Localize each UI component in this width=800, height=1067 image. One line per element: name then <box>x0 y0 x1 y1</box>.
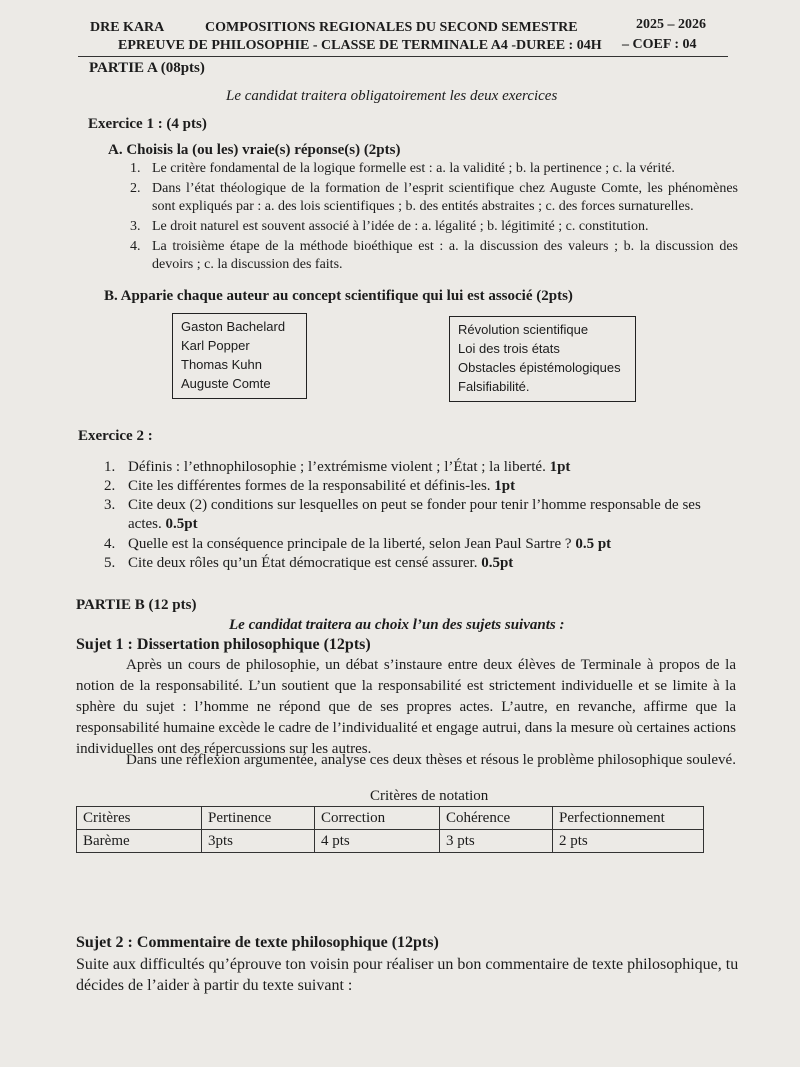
table-cell: 3 pts <box>440 830 553 853</box>
exercise-1-section-b: B. Apparie chaque auteur au concept scientifique qui lui est associé (2pts) <box>104 288 573 304</box>
list-item: 1. Le critère fondamental de la logique formelle est : a. la validité ; b. la pertinence ; c. la vérité. <box>130 161 675 176</box>
sujet-2-title: Sujet 2 : Commentaire de texte philosophique (12pts) <box>76 934 439 951</box>
concepts-box <box>449 316 636 402</box>
author-item: Karl Popper <box>181 338 250 353</box>
table-cell: Perfectionnement <box>553 807 704 830</box>
table-cell: 2 pts <box>553 830 704 853</box>
table-row <box>77 830 704 853</box>
exercise-1-section-a: A. Choisis la (ou les) vraie(s) réponse(s) (2pts) <box>108 142 401 158</box>
list-item: 3. Le droit naturel est souvent associé à l’idée de : a. légalité ; b. légitimité ; c. constitution. <box>130 219 649 234</box>
table-cell: Pertinence <box>202 807 315 830</box>
sujet-1-paragraph: Après un cours de philosophie, un débat s’instaure entre deux élèves de Terminale à propos de la notion de la responsabilité. L’un soutient que la responsabilité est strictement individuelle et se limite à la sphère du sujet : l’homme ne répond que de ses propres actes. L’autre, en revanche, affirme que la responsabilité humaine excède le cadre de l’individualité et engage autrui, dans la mesure où certaines actions individuelles ont des répercussions sur les autres. <box>76 657 736 757</box>
table-cell: Cohérence <box>440 807 553 830</box>
list-item: 3. Cite deux (2) conditions sur lesquelles on peut se fonder pour tenir l’homme responsable de ses actes. 0.5pt <box>104 497 701 532</box>
table-cell: 3pts <box>202 830 315 853</box>
criteria-table <box>76 806 704 853</box>
list-item: 2. Cite les différentes formes de la responsabilité et définis-les. 1pt <box>104 478 516 494</box>
table-cell: Critères <box>77 807 202 830</box>
exercise-1-questions <box>130 160 738 274</box>
exercise-2-title: Exercice 2 : <box>78 428 153 444</box>
header-left: DRE KARA <box>90 20 165 35</box>
author-item: Auguste Comte <box>181 376 271 391</box>
exercise-2-questions <box>104 458 734 573</box>
author-item: Thomas Kuhn <box>181 357 262 372</box>
part-a-instruction: Le candidat traitera obligatoirement les deux exercices <box>226 88 558 104</box>
concept-item: Obstacles épistémologiques <box>458 360 621 375</box>
part-b-instruction: Le candidat traitera au choix l’un des sujets suivants : <box>229 617 565 633</box>
sujet-1-instruction: Dans une réflexion argumentée, analyse ces deux thèses et résous le problème philosophique soulevé. <box>126 752 736 768</box>
concept-item: Loi des trois états <box>458 341 560 356</box>
list-item: 2. Dans l’état théologique de la formation de l’esprit scientifique chez Auguste Comte, les phénomènes sont expliqués par : a. des lois scientifiques ; b. des entités abstraites ; c. des forces surnaturelles. <box>130 181 738 214</box>
exercise-1-title: Exercice 1 : (4 pts) <box>88 116 207 132</box>
table-row <box>77 807 704 830</box>
list-item: 4. La troisième étape de la méthode bioéthique est : a. la discussion des valeurs ; b. la discussion des devoirs ; c. la discussion des faits. <box>130 239 738 272</box>
list-item: 4. Quelle est la conséquence principale de la liberté, selon Jean Paul Sartre ? 0.5 pt <box>104 536 612 552</box>
list-item: 5. Cite deux rôles qu’un État démocratique est censé assurer. 0.5pt <box>104 555 514 571</box>
header-coef: – COEF : 04 <box>622 37 697 52</box>
header-title: COMPOSITIONS REGIONALES DU SECOND SEMESTRE <box>205 20 578 35</box>
sujet-2-text: Suite aux difficultés qu’éprouve ton voisin pour réaliser un bon commentaire de texte philosophique, tu décides de l’aider à partir du texte suivant : <box>76 956 739 994</box>
table-cell: 4 pts <box>315 830 440 853</box>
header-year: 2025 – 2026 <box>636 17 706 32</box>
header-subtitle: EPREUVE DE PHILOSOPHIE - CLASSE DE TERMINALE A4 -DUREE : 04H <box>118 38 602 53</box>
part-b-title: PARTIE B (12 pts) <box>76 597 197 613</box>
sujet-1-title: Sujet 1 : Dissertation philosophique (12pts) <box>76 636 371 653</box>
part-a-title: PARTIE A (08pts) <box>89 60 205 76</box>
header-divider <box>78 56 728 57</box>
list-item: 1. Définis : l’ethnophilosophie ; l’extrémisme violent ; l’État ; la liberté. 1pt <box>104 459 571 475</box>
table-cell: Barème <box>77 830 202 853</box>
author-item: Gaston Bachelard <box>181 319 286 334</box>
authors-box <box>172 313 307 399</box>
table-cell: Correction <box>315 807 440 830</box>
concept-item: Révolution scientifique <box>458 322 589 337</box>
criteria-caption: Critères de notation <box>370 788 489 804</box>
concept-item: Falsifiabilité. <box>458 379 530 394</box>
